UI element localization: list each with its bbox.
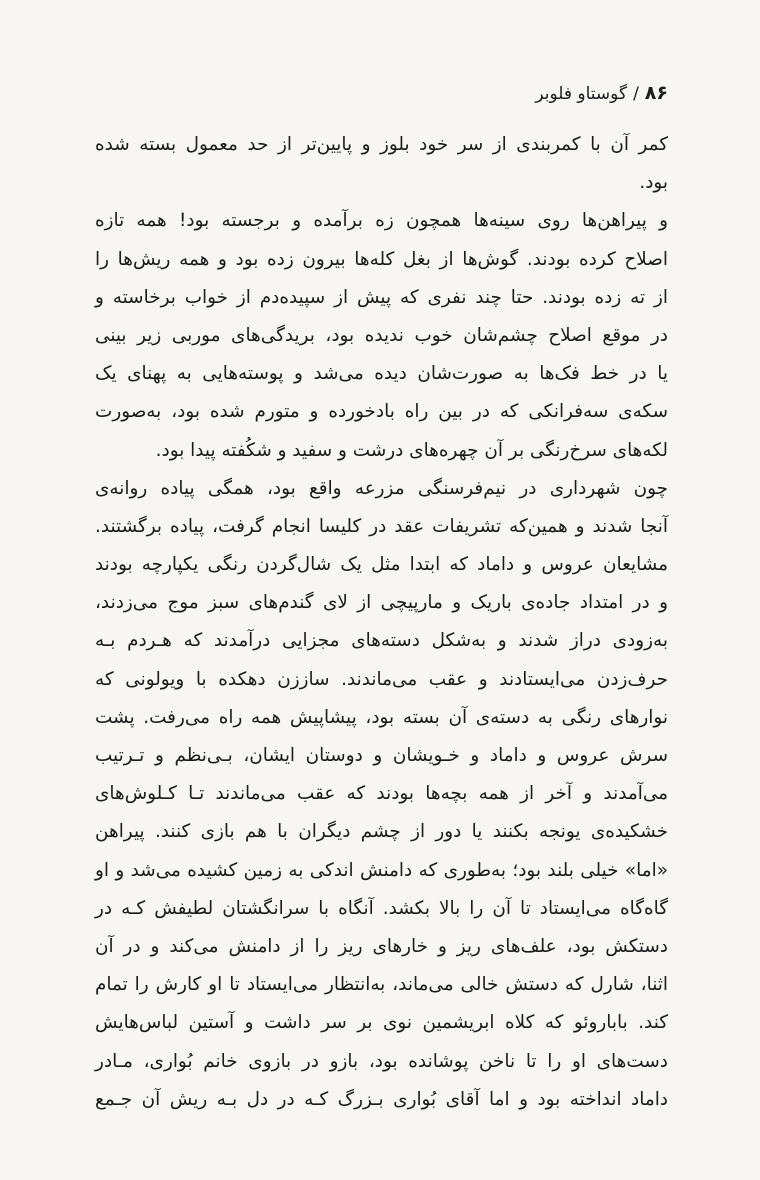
text-line: دست‌های او را تا ناخن پوشانده بود، بازو در بازوی خانم بُواری، مـادر bbox=[95, 1050, 668, 1072]
text-line: داماد انداخته بود و اما آقای بُواری بـزرگ کـه در دل بـه ریش آن جـمع bbox=[95, 1088, 668, 1110]
text-line: می‌آمدند و آخر از همه بچه‌ها بودند که عقب می‌ماندند تـا کـلوش‌های bbox=[95, 783, 668, 805]
header-separator: / bbox=[633, 84, 639, 104]
text-line: سکه‌ی سه‌فرانکی که در بین راه بادخورده و متورم شده بود، به‌صورت bbox=[95, 401, 668, 423]
text-line: بود. bbox=[639, 172, 668, 194]
text-line: خشکیده‌ی یونجه بکنند یا دور از چشم دیگران با هم بازی کنند. پیراهن bbox=[95, 821, 668, 843]
text-line: نوارهای رنگی به دسته‌ی آن بسته بود، پیشاپیش همه راه می‌رفت. پشت bbox=[95, 706, 668, 728]
text-line: کمر آن با کمربندی از سر خود بلوز و پایین‌تر از حد معمول بسته شده bbox=[95, 134, 668, 155]
text-line: سرش عروس و داماد و خـویشان و دوستان ایشان، بـی‌نظم و تـرتیب bbox=[95, 745, 668, 766]
text-line: آنجا شدند و همین‌که تشریفات عقد در کلیسا انجام گرفت، پیاده برگشتند. bbox=[95, 515, 668, 537]
text-line: چون شهرداری در نیم‌فرسنگی مزرعه واقع بود، همگی پیاده روانه‌ی bbox=[95, 477, 668, 499]
text-line: اثنا، شارل که دستش خالی می‌ماند، به‌انتظار می‌ایستاد تا او کارش را تمام bbox=[95, 974, 668, 996]
text-line: و پیراهن‌ها روی سینه‌ها همچون زه برآمده و برجسته بود! همه تازه bbox=[95, 210, 668, 232]
page-number: ۸۶ bbox=[644, 82, 668, 104]
text-line: از ته زده بودند. حتا چند نفری که پیش از سپیده‌دم از خواب برخاسته و bbox=[95, 286, 668, 308]
text-line: در موقع اصلاح چشم‌شان خوب ندیده بود، بریدگی‌های موربی زیر بینی bbox=[95, 324, 668, 346]
text-line: به‌زودی دراز شدند و به‌شکل دسته‌های مجزایی درآمدند که هـردم بـه bbox=[95, 630, 668, 652]
text-line: گاه‌گاه می‌ایستاد تا آن را بالا بکشد. آنگاه با سرانگشتان لطیفش کـه در bbox=[95, 897, 668, 919]
text-line: دستکش بود، علف‌های ریز و خارهای ریز را از دامنش می‌کند و در آن bbox=[95, 935, 668, 957]
text-line: لکه‌های سرخ‌رنگی بر آن چهره‌های درشت و سفید و شکُفته پیدا بود. bbox=[155, 439, 668, 461]
running-title: گوستاو فلوبر bbox=[535, 84, 628, 104]
text-line: «اما» خیلی بلند بود؛ به‌طوری که دامنش اندکی به زمین کشیده می‌شد و او bbox=[95, 859, 668, 881]
text-line: و در امتداد جاده‌ی باریک و مارپیچی از لای گندم‌های سبز موج می‌زدند، bbox=[95, 592, 668, 614]
text-line: اصلاح کرده بودند. گوش‌ها از بغل کله‌ها بیرون زده بود و همه ریش‌ها را bbox=[95, 248, 668, 270]
text-line: حرف‌زدن می‌ایستادند و عقب می‌ماندند. ساززن دهکده با ویولونی که bbox=[95, 668, 668, 690]
text-line: مشایعان عروس و داماد که ابتدا مثل یک شال‌گردن رنگی یکپارچه بودند bbox=[95, 554, 668, 576]
body-text bbox=[95, 126, 668, 1119]
running-header bbox=[535, 82, 668, 104]
text-line: یا در خط فک‌ها به صورت‌شان دیده می‌شد و پوسته‌هایی به پهنای یک bbox=[95, 363, 668, 385]
text-line: کند. باباروئو که کلاه ابریشمین نوی بر سر داشت و آستین لباس‌هایش bbox=[95, 1012, 668, 1034]
